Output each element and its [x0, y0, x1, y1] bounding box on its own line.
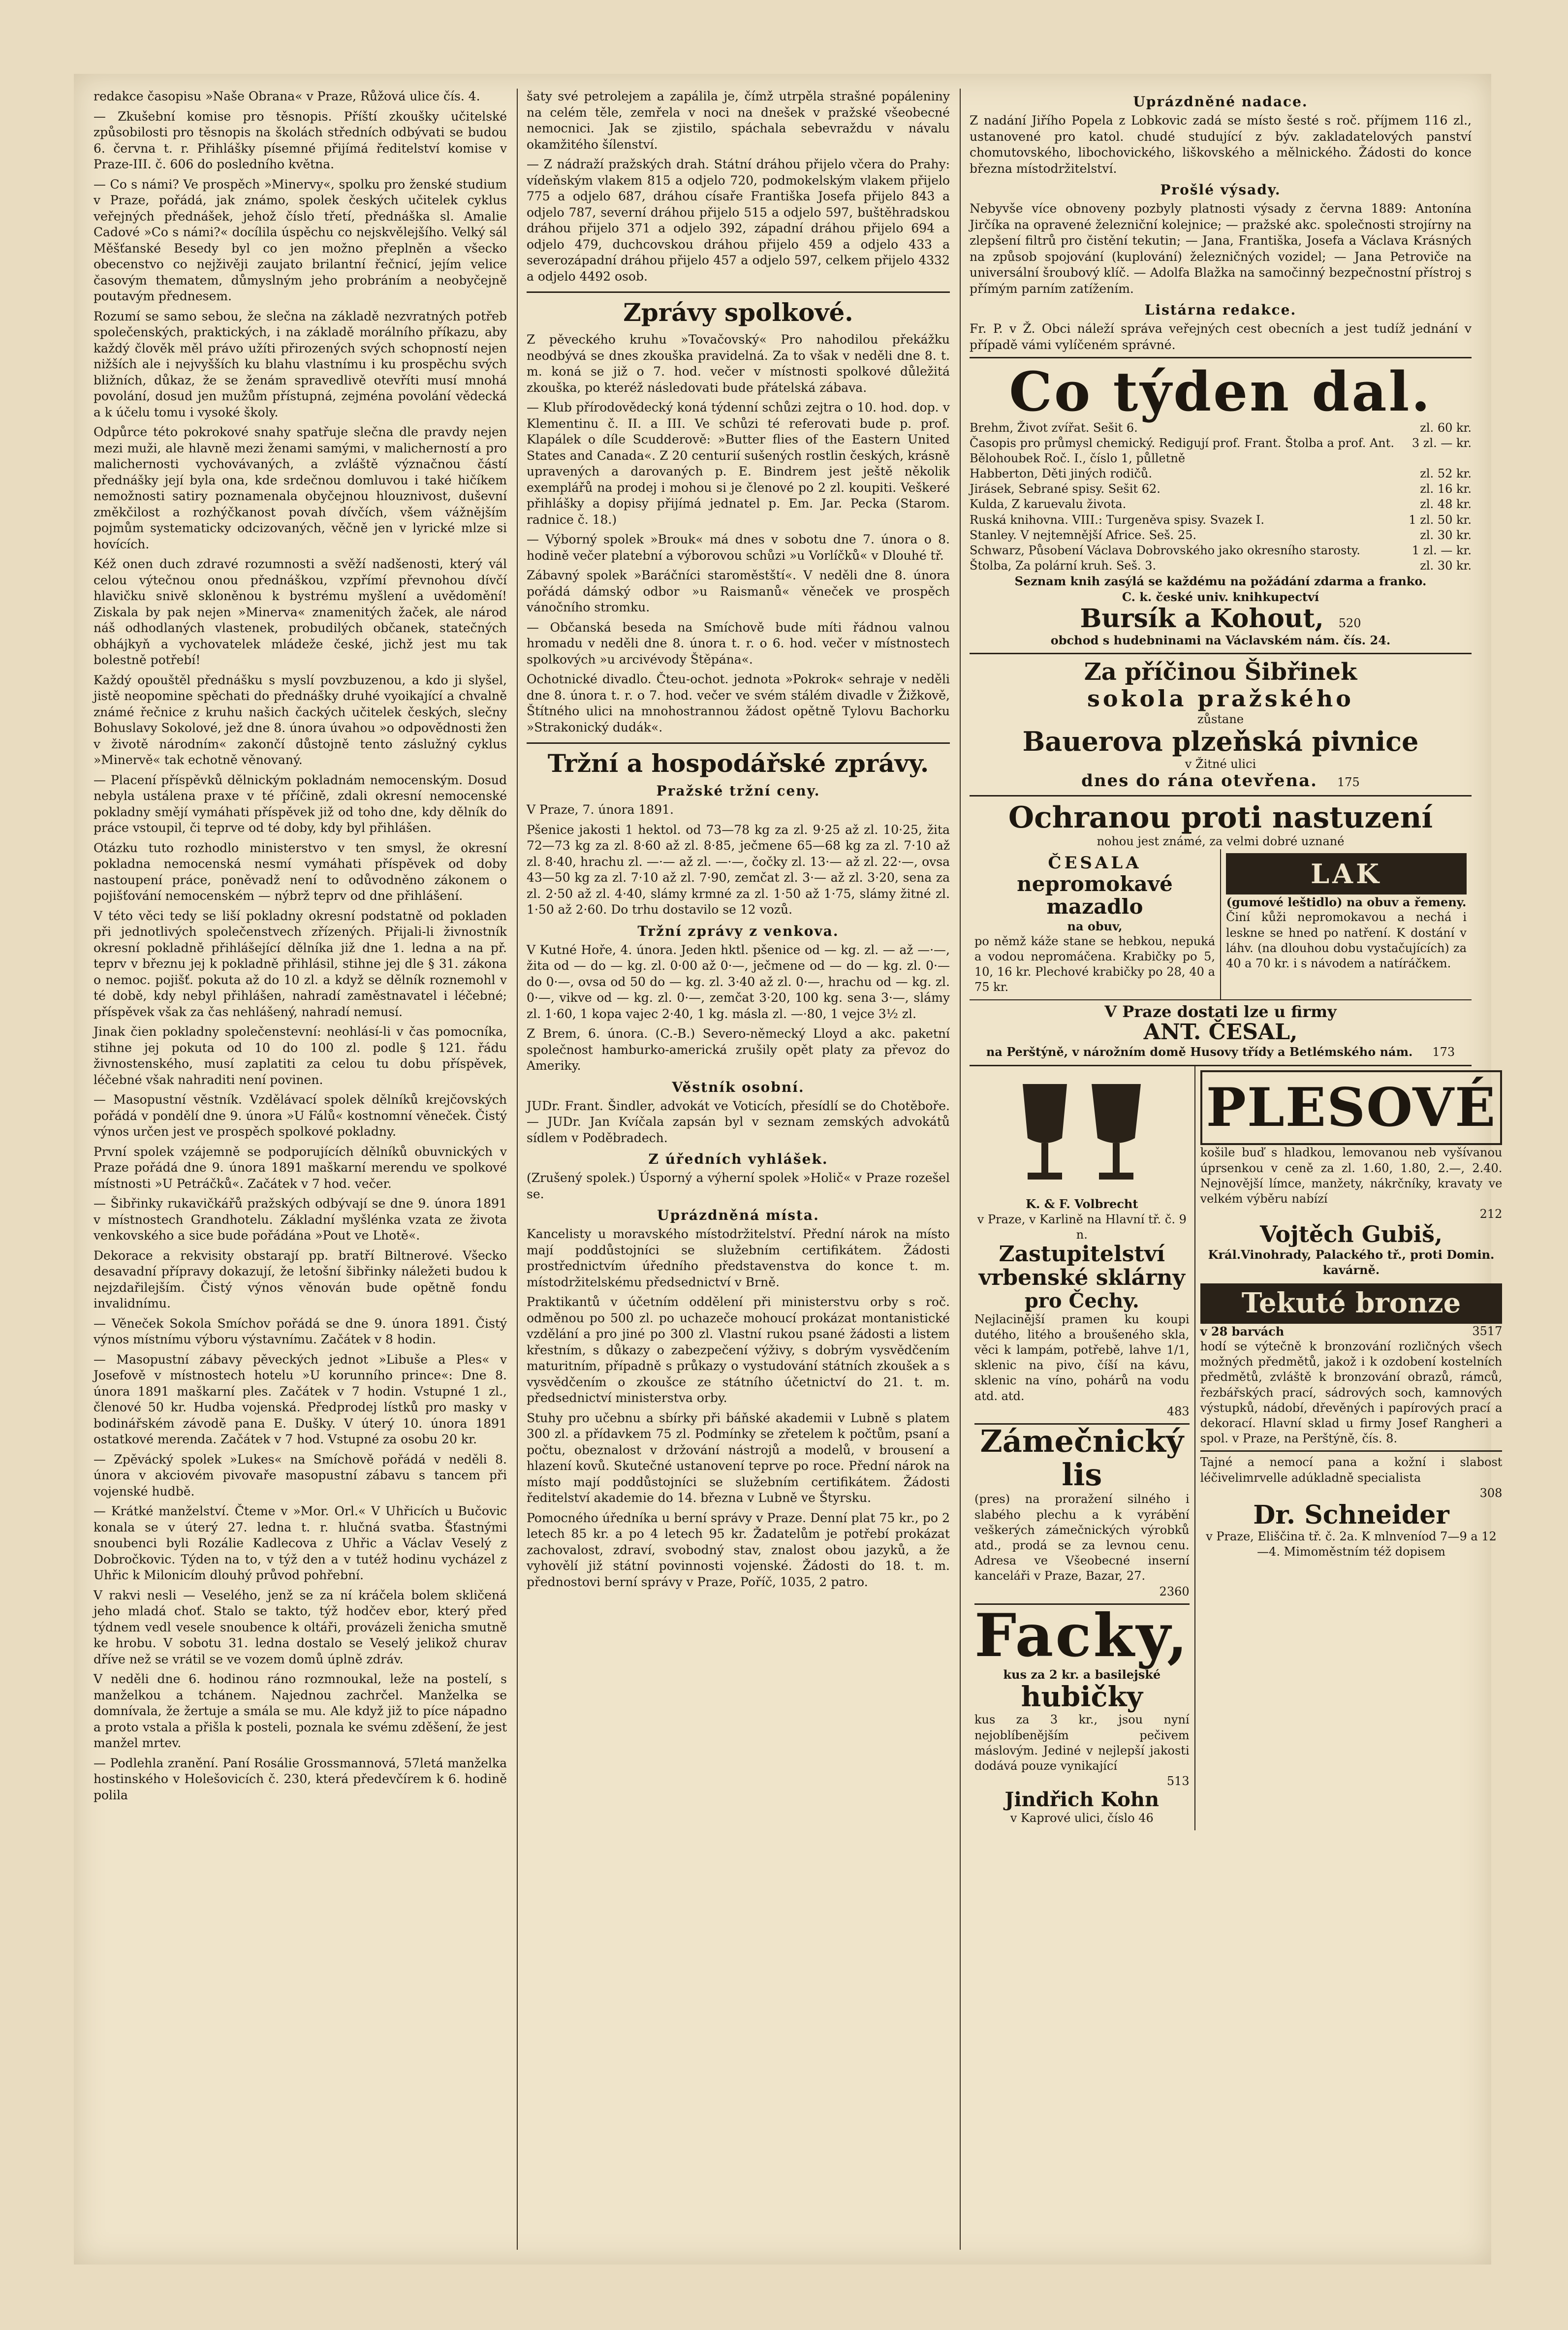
ad-line: kus za 2 kr. a basilejské [1003, 1667, 1161, 1682]
ad-number: 175 [1337, 775, 1360, 789]
subheading: Uprázdněná místa. [657, 1207, 819, 1223]
column-rule [517, 89, 518, 2250]
subheading: Tržní zprávy z venkova. [637, 923, 839, 939]
ad-text: (pres) na proražení silného i slabého plechu a k vyrábění veškerých zámečnických výrobků atd., prodá se za levnou cenu. Adresa ve Všeobecné inserní kanceláři v Praze, Bazar, 27. [974, 1492, 1190, 1583]
ad-firm-name: ČESALA [1048, 853, 1142, 873]
article-paragraph: (Zrušený spolek.) Úsporný a výherní spolek »Holič« v Praze rozešel se. [527, 1171, 950, 1201]
ad-heading: sokola pražského [1087, 685, 1354, 712]
article-paragraph: Z Brem, 6. února. (C.-B.) Severo-německý Lloyd a akc. paketní společnost hamburko-americká zrušily opět platy za převoz do Ameriky. [527, 1026, 950, 1073]
book-price: zl. 60 kr. [1420, 420, 1472, 435]
ad-text: Nejlacinější pramen ku koupi dutého, litého a broušeného skla, věci k lampám, potřebě, lahve 1/1, sklenic na pivo, číší na kávu, sklenic na víno, pohárů na vodu atd. atd. [974, 1312, 1190, 1403]
ad-heading: PLESOVÉ [1200, 1070, 1503, 1145]
ad-line: V Praze dostati lze u firmy [970, 999, 1472, 1021]
ad-address: na Perštýně, v nárožním domě Husovy třídy a Betlémského nám. [986, 1045, 1413, 1059]
ad-number: 513 [1166, 1774, 1190, 1788]
plesove-ad [1194, 1066, 1507, 1830]
ad-text: hodí se výtečně k bronzování rozličných všech možných předmětů, jakož i k ozdobení kostelních předmětů, zvláště k bronzování obrazů, rámců, řezbářských prací, sádrových soch, kamnových výstupků, nádobí, dřevěných i papírových prací a dekorací. Hlavní sklad u firmy Josef Rangheri a spol. v Praze, na Perštýně, čís. 8. [1200, 1340, 1503, 1446]
book-list [970, 420, 1472, 574]
ad-number: 308 [1479, 1486, 1503, 1500]
ad-heading: Za příčinou Šibřinek [1084, 658, 1357, 686]
ad-firm-name: Bauerova plzeňská pivnice [1022, 726, 1419, 758]
ad-text: Tajné a nemocí pana a kožní i slabost léčivelimrvelle adúkladně specialista [1200, 1450, 1503, 1485]
article-paragraph: Nebyvše více obnoveny pozbyly platnosti výsady z června 1889: Antonína Jirčíka na opravené železniční kolejnice; — pražské akc. společnosti strojírny na zlepšení filtrů pro čistění tekutin; — Jana, Františka, Josefa a Václava Krásných na způsob spojování (kuplování) železničných vozidel; — Jana Petroviče na universální šroubový klíč. — Adolfa Blažka na samočinný bezpečnostní přístroj s přímým parním zatížením. [970, 201, 1472, 296]
ad-address: v Žitné ulici [1185, 757, 1256, 771]
article-paragraph: V této věci tedy se liší pokladny okresní podstatně od pokladen při jednotlivých společenstvech zřízených. Přijali-li živnostník okresní pokladně přihlášející dělníka již dne 1. ledna a na př. teprv v březnu jej k pokladně přihlásil, stihne jej dle § 31. zákona o nemoc. pojišť. pokuta až do 10 zl. a když se dělník roznemohl v té době, kdy nebyl přihlášen, nahradí zaměstnavatel i léčebné; příspěvek však za čas nehlášený, nahradí nemusí. [94, 908, 507, 1019]
book-title: Štolba, Za polární kruh. Seš. 3. [970, 559, 1157, 573]
book-title: Ruská knihovna. VIII.: Turgeněva spisy. Svazek I. [970, 512, 1265, 527]
article-paragraph: Rozumí se samo sebou, že slečna na základě nezvratných potřeb společenských, praktických, i na základě morálního příkazu, aby každý člověk měl právo užíti přirozených svých schopností nejen nižších ale i nejvyšších ku blahu vlastnímu i ku prospěchu svých bližních, důkaz, že se ženám spravedlivě otevříti musí mnohá povolání, dosud jen mužům přístupná, zejména povolání vědecká a k účelu tomu i vysoké školy. [94, 309, 507, 419]
ad-number: 3517 [1472, 1324, 1503, 1338]
book-list-ad [970, 357, 1472, 653]
ad-heading: pro Čechy. [1024, 1289, 1139, 1312]
book-list-item [970, 497, 1472, 512]
article-paragraph: — Věneček Sokola Smíchov pořádá se dne 9. února 1891. Čistý výnos místnímu výboru výstavnímu. Začátek v 8 hodin. [94, 1316, 507, 1346]
article-paragraph: Praktikantů v účetním oddělení při ministerstvu orby s roč. odměnou po 500 zl. po uchazeče mohoucí prokázat montanistické vzdělání a pro jiné po 300 zl. Vlastní rukou psané žádosti a listem křestním, s důkazy o zabezpečení výživy, s dobrým vysvědčením maturitním, případně s průkazy o vystudování státních zkoušek a s vysvědčením o zkoušce ze státního účetnictví do 21. t. m. předsednictví ministerstva orby. [527, 1295, 950, 1405]
article-paragraph: Z nadání Jiřího Popela z Lobkovic zadá se místo šesté s roč. příjmem 116 zl., ustanovené pro katol. chudé studující z býv. zakladatelových panství chomutovského, libochovického, liškovského a mělnického. Žádosti do konce března místodržitelství. [970, 113, 1472, 176]
ad-note: Seznam knih zasýlá se každému na požádání zdarma a franko. [1014, 574, 1427, 589]
ad-line: nohou jest známé, za velmi dobré uznané [1097, 834, 1345, 849]
ad-row [970, 1065, 1503, 1830]
article-paragraph: — Masopustní věstník. Vzdělávací spolek dělníků krejčovských pořádá v pondělí dne 9. února »U Fálů« kostnomní věneček. Čistý výnos určen jest ve prospěch spolkové pokladny. [94, 1092, 507, 1139]
book-title: Habberton, Děti jiných rodičů. [970, 467, 1152, 481]
book-price: zl. 16 kr. [1420, 482, 1472, 496]
article-paragraph: — Placení příspěvků dělnickým pokladnám nemocenským. Dosud nebyla ustálena praxe v té příčině, zdali okresní nemocenské pokladny smějí vymáhati příspěvek již od toho dne, kdy dělník do práce vstoupil, či teprve od té doby, kdy byl přihlášen. [94, 772, 507, 835]
ad-line: v 28 barvách [1200, 1324, 1285, 1339]
ad-heading: Co týden dal. [1009, 360, 1432, 423]
ad-firm-name: K. & F. Volbrecht [1026, 1197, 1138, 1212]
book-price: 3 zl. — kr. [1411, 436, 1472, 450]
ad-firm-name: ANT. ČESAL, [1143, 1019, 1298, 1045]
article-paragraph: Kancelisty u moravského místodržitelství. Přední nárok na místo mají poddůstojníci se služebním certifikátem. Žádosti prostřednictvím úředního představenstva do konce t. m. místodržitelskému předsednictví v Brně. [527, 1227, 950, 1289]
article-paragraph: — Co s námi? Ve prospěch »Minervy«, spolku pro ženské studium v Praze, pořádá, jak známo, spolek českých učitelek cyklus veřejných přednášek, jehož číslo třetí, přednáška sl. Amalie Cadové »Co s námi?« docílila úspěchu co nejskvělejšího. Velký sál Měšťanské Besedy byl co jen možno přeplněn a všecko obecenstvo co nejživěji zaujato brilantní řečnicí, jejím velice časovým thematem, důmyslným jeho probráním a neobyčejně poutavým přednesem. [94, 177, 507, 303]
ad-text: kus za 3 kr., jsou nyní nejoblíbenějším pečivem máslovým. Jediné v nejlepší jakosti dodává pouze vynikající [974, 1713, 1190, 1773]
article-paragraph: redakce časopisu »Naše Obrana« v Praze, Růžová ulice čís. 4. [94, 89, 480, 103]
ad-address: v Kaprové ulici, číslo 46 [1010, 1811, 1154, 1825]
ad-line: C. k. české univ. knihkupectví [1122, 589, 1319, 604]
ad-line: dnes do rána otevřena. [1081, 770, 1317, 791]
book-list-item [970, 436, 1472, 466]
ad-firm-name: Jindřich Kohn [1004, 1788, 1160, 1812]
ad-firm-name: Vojtěch Gubiš, [1259, 1221, 1443, 1248]
subheading: Listárna redakce. [1144, 302, 1297, 318]
book-title: Schwarz, Působení Václava Dobrovského jako okresního starosty. [970, 543, 1360, 557]
article-paragraph: — Občanská beseda na Smíchově bude míti řádnou valnou hromadu v neděli dne 8. února t. r. o 6. hod. večer v místnostech spolkových »u arcivévody Štěpána«. [527, 620, 950, 667]
pivnice-ad [970, 653, 1472, 795]
book-list-item [970, 512, 1472, 528]
ad-text: košile buď s hladkou, lemovanou neb vyšívanou úprsenkou v ceně za zl. 1.60, 1.80, 2.—, 2.40. Nejnovější límce, manžety, nákrčníky, kravaty ve velkém výběru nabízí [1200, 1146, 1503, 1206]
ad-text: Činí kůži nepromokavou a nechá i leskne se hned po natření. K dostání v láhv. (na dlouhou dobu vystačujících) za 40 a 70 kr. i s návodem a natíráčkem. [1226, 910, 1467, 971]
ad-line: na obuv, [1067, 919, 1123, 933]
article-paragraph: Pomocného úředníka u berní správy v Praze. Denní plat 75 kr., po 2 letech 85 kr. a po 4 letech 95 kr. Žadatelům je potřebí prokázat zachovalost, zdraví, svobodný stav, znalost obou jazyků, a že vyhovělí již státní povinnosti vojenské. Žádosti do 18. t. m. přednostovi berní správy v Praze, Poříč, 1035, 2 patro. [527, 1510, 950, 1589]
subheading: Prošlé výsady. [1160, 182, 1281, 198]
ad-address: v Praze, Eliščina tř. č. 2a. K mlnveníod 7—9 a 12—4. Mimoměstním též dopisem [1206, 1530, 1497, 1559]
article-paragraph: — Zpěvácký spolek »Lukes« na Smíchově pořádá v neděli 8. února v akciovém pivovaře masopustní zábavu s tancem při vojenské hudbě. [94, 1452, 507, 1499]
article-paragraph: Z pěveckého kruhu »Tovačovský« Pro nahodilou překážku neodbývá se dnes zkouška pravidelná. Za to však v neděli dne 8. t. m. koná se již o 7. hod. večer v místnosti spolkové důležitá zkouška, po kteréž následovati bude přátelská zábava. [527, 332, 950, 395]
book-list-item [970, 466, 1472, 481]
article-paragraph: Otázku tuto rozhodlo ministerstvo v ten smysl, že okresní pokladna nemocenská nesmí vymáhati příspěvek od doby nastoupení práce, poněvadž není to odůvodněno zákonem o pojišťování nemocenském — nýbrž teprv od dne přihlášení. [94, 840, 507, 903]
article-paragraph: — Výborný spolek »Brouk« má dnes v sobotu dne 7. února o 8. hodině večer platební a výborovou schůzi »u Vorlíčků« v Dlouhé tř. [527, 532, 950, 563]
article-paragraph: Ochotnické divadlo. Čteu-ochot. jednota »Pokrok« sehraje v neděli dne 8. února t. r. o 7. hod. večer ve svém stálém divadle v Žižkově, Štítného ulici na mnohostrannou žádost opětně Tylovu Bachorku »Strakonický dudák«. [527, 672, 950, 734]
book-title: Časopis pro průmysl chemický. Redigují prof. Frant. Štolba a prof. Ant. Bělohoubek Roč. I., číslo 1, půlletně [970, 436, 1395, 465]
article-paragraph: Kéž onen duch zdravé rozumnosti a svěží nadšenosti, který vál celou výtečnou onou přednáškou, vzpřímí převnohou dívčí hlavičku snivě skloněnou k bystrému myšlení a uvědomění! Ziskala by pak nejen »Minerva« znamenitých žaček, ale národ náš odhodlaných vlastenek, probudilých občanek, statečných obhájkyň a vychovatelek mládeže české, jichž jest mu tak bolestně potřebí! [94, 557, 507, 667]
ad-number: 520 [1338, 616, 1361, 630]
book-list-item [970, 558, 1472, 574]
ad-number: 2360 [1159, 1584, 1190, 1598]
subheading: Uprázdněné nadace. [1133, 94, 1308, 110]
article-paragraph: JUDr. Frant. Šindler, advokát ve Voticích, přesídlí se do Chotěboře. — JUDr. Jan Kvíčala zapsán byl v seznam zemských advokátů sídlem v Poděbradech. [527, 1098, 950, 1145]
ad-heading: Facky, [974, 1600, 1190, 1670]
article-paragraph: V rakvi nesli — Veselého, jenž se za ní kráčela bolem skličená jeho mladá choť. Stalo se takto, týž hodčev ebor, který před týdnem vedl vesele snoubence k oltáři, provázeli ženicha smutně ke hrobu. V sobotu 31. ledna dostalo se Veselý jelikož churav dříve než se vrátil se ve vozem domů úplně zdráv. [94, 1588, 507, 1666]
dateline: V Praze, 7. února 1891. [527, 802, 674, 817]
column-3 [970, 89, 1503, 2250]
book-title: Brehm, Život zvířat. Sešit 6. [970, 420, 1138, 435]
ad-number: 212 [1479, 1207, 1503, 1221]
article-paragraph: Dekorace a rekvisity obstarají pp. bratří Biltnerové. Všecko desavadní přípravy dokazují, že letošní šibřinky náležeti budou k nejzdařilejším. Čistý výnos věnován bude opětně fondu invalidnímu. [94, 1248, 507, 1310]
article-paragraph: — Z nádraží pražských drah. Státní dráhou přijelo včera do Prahy: vídeňským vlakem 815 a odjelo 720, podmokelským vlakem přijelo 775 a odjelo 687, dráhou císaře Františka Josefa přijelo 843 a odjelo 787, severní dráhou přijelo 515 a odjelo 597, buštěhradskou dráhou přijelo 371 a odjelo 392, západní dráhou přijelo 694 a odjelo 479, duchcovskou dráhou přijelo 459 a odjelo 433 a severozápadní dráhou přijelo 457 a odjelo 597, celkem přijelo 4332 a odjelo 4492 osob. [527, 157, 950, 284]
ad-address: obchod s hudebninami na Václavském nám. čís. 24. [1050, 633, 1391, 647]
article-paragraph: — Krátké manželství. Čteme v »Mor. Orl.« V Uhřicích u Bučovic konala se v úterý 27. ledna t. r. hlučná svatba. Šťastnými snoubenci byli Rozálie Kadlecova z Uhřic a Václav Veselý z Dobročkovic. Týden na to, v týž den a v tutéž hodinu vycházel z Uhřic k Milonicím dlouhý průvod pohřební. [94, 1504, 507, 1582]
book-list-item [970, 543, 1472, 558]
article-paragraph: — Podlehla zranění. Paní Rosálie Grossmannová, 57letá manželka hostinského v Holešovicích č. 230, která předevčírem k 6. hodině polila [94, 1755, 507, 1802]
section-heading: Tržní a hospodářské zprávy. [527, 742, 950, 778]
glasses-illustration [1013, 1074, 1151, 1192]
subheading: Pražské tržní ceny. [656, 783, 820, 799]
book-list-item [970, 528, 1472, 543]
section-heading: Zprávy spolkové. [527, 291, 950, 327]
cesal-ad [970, 795, 1472, 1065]
article-paragraph: První spolek vzájemně se podporujících dělníků obuvnických v Praze pořádá dne 9. února 1891 maškarní merendu ve spolkové místnosti »U Petráčků«. Začátek v 7 hod. večer. [94, 1144, 507, 1191]
book-price: 1 zl. 50 kr. [1409, 512, 1472, 527]
book-title: Kulda, Z karuevalu života. [970, 497, 1127, 511]
ad-heading: Tekuté bronze [1200, 1283, 1503, 1324]
ad-text: po němž káže stane se hebkou, nepuká a vodou nepromáčena. Krabičky po 5, 10, 16 kr. Plechové krabičky po 28, 40 a 75 kr. [974, 934, 1215, 994]
book-price: zl. 52 kr. [1420, 467, 1472, 481]
book-price: 1 zl. — kr. [1411, 543, 1472, 557]
ad-number: 173 [1432, 1045, 1455, 1059]
ad-firm-name: Dr. Schneider [1253, 1500, 1449, 1530]
ad-firm-name: Bursík a Kohout, [1080, 603, 1324, 634]
article-paragraph: Fr. P. v Ž. Obci náleží správa veřejných cest obecních a jest tudíž jednání v případě vámi vylíčeném správné. [970, 321, 1472, 352]
ad-address: v Praze, v Karlině na Hlavní tř. č. 9 n. [977, 1212, 1187, 1242]
book-price: zl. 30 kr. [1420, 559, 1472, 573]
article-paragraph: Zábavný spolek »Baráčníci staroměstští«. V neděli dne 8. února pořádá dámský odbor »u Raismanů« věneček ve prospěch vánočního stromku. [527, 568, 950, 614]
ad-heading: hubičky [1021, 1680, 1143, 1713]
book-price: zl. 48 kr. [1420, 497, 1472, 511]
ad-heading: vrbenské sklárny [978, 1265, 1185, 1291]
ad-product: nepromokavé mazadlo [1017, 872, 1173, 919]
ad-product: LAK [1226, 853, 1467, 894]
article-paragraph: Stuhy pro učebnu a sbírky při báňské akademii v Lubně s platem 300 zl. a přídavkem 75 zl. Podmínky se zřetelem k počtům, psaní a počtu, obeznalost v držování nástrojů a modelů, v brousení a hlazení kovů. Skutečné ustanovení teprve po roce. Přední nárok na místo mají poddůstojníci se služebním certifikátem. Žádosti ředitelství akademie do 14. března v Lubně ve Štyrsku. [527, 1410, 950, 1505]
article-paragraph: — Klub přírodovědecký koná týdenní schůzi zejtra o 10. hod. dop. v Klementinu č. II. a III. Ve schůzi té referovati bude p. prof. Klapálek o díle Scudderově: »Butter flies of the Eastern United States and Canada«. Z 20 centurií sušených rostlin českých, krásně upravených a darovaných p. E. Bindrem jest ještě několik exemplářů na prodej i mohou si je členové po 2 zl. koupiti. Veškeré přihlášky a dopisy přijímá jednatel p. Em. Jar. Pecka (Starom. radnice č. 18.) [527, 400, 950, 527]
ad-heading: Zámečnický lis [974, 1423, 1190, 1492]
book-title: Stanley. V nejtemnější Africe. Seš. 25. [970, 528, 1196, 542]
book-list-item [970, 481, 1472, 497]
article-paragraph: — Masopustní zábavy pěveckých jednot »Libuše a Ples« v Josefově v místnostech hotelu »U korunního prince«: Dne 8. února 1891 maškarní ples. Začátek v 7 hodin. Vstupné 1 zl., členové 50 kr. Hudba vojenská. Předprodej lístků pro masky v bodinářském závodě pana E. Dušky. V úterý 10. února 1891 ostatkové merenda. Začátek v 7 hod. Vstupné za osobu 20 kr. [94, 1352, 507, 1446]
article-paragraph: Odpůrce této pokrokové snahy spatřuje slečna dle pravdy nejen mezi muži, ale hlavně mezi ženami samými, v malicherností a pro malichernosti vychovávaných, a zvláště význačnou částí přednášky její byla ona, kde srdečnou domluvou i také hičíkem nemožnosti satiry poznamenala obyčejnou hlouznivost, duševní změkčilost a rozhýčkanost povah dívčích, všem vážnějším pojmům systematicky odcizovaných, věčně jen v lyrické mlze si hovících. [94, 425, 507, 551]
article-paragraph: Pšenice jakosti 1 hektol. od 73—78 kg za zl. 9·25 až zl. 10·25, žita 72—73 kg za zl. 8·60 až zl. 8·85, ječmene 65—68 kg za zl. 7·10 až zl. 8·40, hrachu zl. —·— až zl. —·—, čočky zl. 13·— až zl. 22·—, ovsa 43—50 kg za zl. 7·10 až zl. 7·90, zemčat zl. 3·— až zl. 3·20, sena za zl. 2·50 až zl. 4·40, slámy krmné za zl. 1·50 až 1·75, slámy žitné zl. 1·50 až 2·60. Do trhu dostavilo se 12 vozů. [527, 822, 950, 917]
article-paragraph: V Kutné Hoře, 4. února. Jeden hktl. pšenice od — kg. zl. — až —·—, žita od — do — kg. zl. 0·00 až 0·—, ječmene od — do — kg. zl. 0·— do 0·—, ovsa od 50 do — kg. zl. 3·40 až zl. 0·—, hrachu od — kg. zl. 0·—, vikve od — kg. zl. 0·—, zemčat 3·20, 100 kg. sena 3·—, slámy zl. 1·60, 1 kopa vajec 2·40, 1 kg. másla zl. —·80, 1 vejce 3½ zl. [527, 942, 950, 1021]
ad-number: 483 [1166, 1404, 1190, 1418]
article-paragraph: — Zkušební komise pro těsnopis. Příští zkoušky učitelské způsobilosti pro těsnopis na školách středních odbývati se budou 6. června t. r. Přihlášky písemné přijímá ředitelství komise v Praze-III. č. 606 do posledního května. [94, 109, 507, 171]
ad-line: zůstane [1197, 712, 1244, 726]
article-paragraph: Jinak čien pokladny společenstevní: neohlásí-li v čas pomocníka, stihne jej pokuta od 10 do 100 zl. podle § 121. řádu živnostenského, musí zaplatiti za celou tu dobu příspěvek, léčebné však nahraditi není povinen. [94, 1024, 507, 1087]
volbrecht-ad [970, 1066, 1194, 1830]
newspaper-page [74, 74, 1503, 2265]
column-rule [960, 89, 961, 2250]
article-paragraph: V neděli dne 6. hodinou ráno rozmnoukal, leže na postelí, s manželkou a tchánem. Najednou zachrčel. Manželka se domnívala, že žertuje a smála se mu. Ale když již to píce nápadno a proto vstala a přišla k posteli, poznala ke svému zděšení, že jest manžel mrtev. [94, 1672, 507, 1750]
book-price: zl. 30 kr. [1420, 528, 1472, 542]
ad-heading: Zastupitelství [999, 1241, 1165, 1267]
subheading: Z úředních vyhlášek. [648, 1151, 828, 1167]
ad-address: Král.Vinohrady, Palackého tř., proti Domin. kavárně. [1208, 1247, 1495, 1277]
subheading: Věstník osobní. [672, 1079, 805, 1095]
article-paragraph: — Šibřinky rukavičkářů pražských odbývají se dne 9. února 1891 v místnostech Grandhotelu. Základní myšlénka vzata ze života venkovského a sice bude pořádána »Pout ve Lhotě«. [94, 1196, 507, 1243]
ad-heading: Ochranou proti nastuzení [1008, 800, 1433, 835]
column-2 [527, 89, 950, 2250]
article-paragraph: šaty své petrolejem a zapálila je, čímž utrpěla strašné popáleniny na celém těle, zemřela v noci na dnešek v pražské všeobecné nemocnici. Jak se zjistilo, spáchala sebevraždu v návalu okamžitého šílenství. [527, 89, 950, 152]
article-paragraph: Každý opouštěl přednášku s myslí povzbuzenou, a kdo ji slyšel, jistě neopomine spěchati do přednášky druhé vyoikající a chvalně známé řečnice z kruhu našich čackých učitelek českých, slečny Bohuslavy Sokolové, jež dne 8. února úvahou »o odpovědnosti žen v životě národním« zakončí důstojně tento záslužný cyklus »Minervě« tak echotně věnovaný. [94, 672, 507, 767]
column-1 [94, 89, 507, 2250]
ad-line: (gumové leštidlo) na obuv a řemeny. [1226, 895, 1467, 910]
book-title: Jirásek, Sebrané spisy. Sešit 62. [970, 482, 1160, 496]
